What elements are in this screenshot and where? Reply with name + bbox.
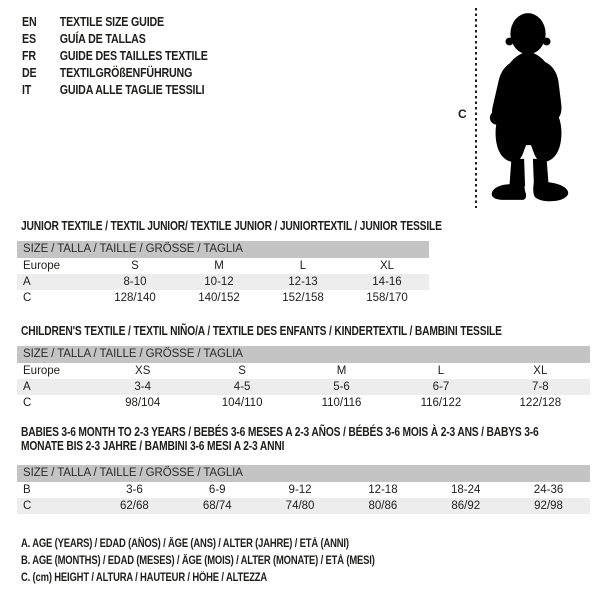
row-label: Europe xyxy=(23,365,61,377)
size-header-bar: SIZE / TALLA / TAILLE / GRÖSSE / TAGLIA xyxy=(17,241,429,258)
table-cell: 92/98 xyxy=(534,500,563,512)
dotted-measure-line xyxy=(475,8,477,208)
row-label: B xyxy=(23,484,31,496)
table-cell: 4-5 xyxy=(233,381,251,393)
size-header-bar: SIZE / TALLA / TAILLE / GRÖSSE / TAGLIA xyxy=(17,465,590,482)
row-label: A xyxy=(23,381,31,393)
language-title-list xyxy=(22,13,248,98)
footnote-age-months: B. AGE (MONTHS) / EDAD (MESES) / ÂGE (MOIS) / ALTER (MONATE) / ETÀ (MESI) xyxy=(21,555,375,567)
table-row xyxy=(17,290,429,306)
babies-table-title: BABIES 3-6 MONTH TO 2-3 YEARS / BEBÉS 3-6 MESES A 2-3 AÑOS / BÉBÉS 3-6 MOIS À 2-3 ANS / BABYS 3-6 MONATE BIS 2-3 JAHRE / BAMBINI 3-6 MESI A 2-3 ANNI xyxy=(21,425,539,453)
table-cell: 6-7 xyxy=(432,381,450,393)
footnotes xyxy=(21,536,452,587)
table-cell: 104/110 xyxy=(221,397,263,409)
table-cell: XS xyxy=(135,365,151,377)
table-row xyxy=(17,274,429,290)
footnote-height-cm: C. (cm) HEIGHT / ALTURA / HAUTEUR / HÖHE / ALTEZZA xyxy=(21,572,268,584)
row-label: C xyxy=(23,500,32,512)
table-cell: XL xyxy=(379,260,395,272)
toddler-silhouette-icon xyxy=(485,10,573,206)
children-size-table xyxy=(17,346,590,411)
table-cell: 10-12 xyxy=(204,276,234,288)
junior-size-table xyxy=(17,241,429,306)
table-cell: 110/116 xyxy=(321,397,362,409)
table-cell: 8-10 xyxy=(123,276,147,288)
row-label: C xyxy=(23,292,32,304)
table-cell: 116/122 xyxy=(420,397,462,409)
row-label: C xyxy=(23,397,32,409)
guide-title-it: GUIDA ALLE TAGLIE TESSILI xyxy=(59,82,205,97)
table-cell: 18-24 xyxy=(451,484,481,496)
language-code: DE xyxy=(22,65,37,80)
table-cell: S xyxy=(131,260,139,272)
language-row-es xyxy=(22,30,208,47)
table-row xyxy=(17,363,590,379)
height-measure-label: C xyxy=(458,107,467,121)
table-cell: 14-16 xyxy=(372,276,402,288)
table-cell: 80/86 xyxy=(368,500,398,512)
language-code: FR xyxy=(22,48,36,63)
row-label: A xyxy=(23,276,31,288)
table-cell: 12-18 xyxy=(368,484,398,496)
language-code: IT xyxy=(22,82,32,97)
table-cell: 74/80 xyxy=(285,500,315,512)
table-cell: L xyxy=(299,260,307,272)
table-cell: 122/128 xyxy=(519,397,562,409)
language-code: EN xyxy=(22,14,37,29)
table-cell: S xyxy=(238,365,246,377)
language-code: ES xyxy=(22,31,36,46)
table-row xyxy=(17,379,590,395)
table-row xyxy=(17,395,590,411)
language-row-de xyxy=(22,64,208,81)
junior-table-title: JUNIOR TEXTILE / TEXTIL JUNIOR/ TEXTILE JUNIOR / JUNIORTEXTIL / JUNIOR TESSILE xyxy=(21,219,442,233)
guide-title-en: TEXTILE SIZE GUIDE xyxy=(59,14,164,29)
table-cell: 12-13 xyxy=(288,276,318,288)
table-cell: 152/158 xyxy=(282,292,324,304)
height-measure-figure xyxy=(456,6,586,210)
table-row xyxy=(17,498,590,514)
babies-size-table xyxy=(17,465,590,514)
size-header-bar: SIZE / TALLA / TAILLE / GRÖSSE / TAGLIA xyxy=(17,346,590,363)
table-row xyxy=(17,482,590,498)
table-cell: 128/140 xyxy=(114,292,156,304)
language-row-it xyxy=(22,81,208,98)
table-cell: 62/68 xyxy=(120,500,149,512)
table-cell: 158/170 xyxy=(366,292,408,304)
table-cell: 3-4 xyxy=(134,381,152,393)
footnote-age-years: A. AGE (YEARS) / EDAD (AÑOS) / ÂGE (ANS) / ALTER (JAHRE) / ETÀ (ANNI) xyxy=(21,538,349,550)
table-cell: 86/92 xyxy=(451,500,481,512)
guide-title-de: TEXTILGRÖßENFÜHRUNG xyxy=(59,65,193,80)
guide-title-fr: GUIDE DES TAILLES TEXTILE xyxy=(59,48,208,63)
table-cell: 9-12 xyxy=(288,484,312,496)
table-row xyxy=(17,258,429,274)
table-cell: M xyxy=(336,365,347,377)
children-table-title: CHILDREN'S TEXTILE / TEXTIL NIÑO/A / TEXTILE DES ENFANTS / KINDERTEXTIL / BAMBINI TESSILE xyxy=(21,324,502,338)
row-label: Europe xyxy=(23,260,61,272)
language-row-en xyxy=(22,13,208,30)
table-cell: 24-36 xyxy=(533,484,564,496)
table-cell: XL xyxy=(533,365,548,377)
table-cell: 140/152 xyxy=(198,292,240,304)
table-cell: 6-9 xyxy=(208,484,226,496)
table-cell: 98/104 xyxy=(125,397,161,409)
table-cell: M xyxy=(214,260,224,272)
guide-title-es: GUÍA DE TALLAS xyxy=(59,31,146,46)
table-cell: L xyxy=(437,365,445,377)
table-cell: 5-6 xyxy=(333,381,350,393)
table-cell: 7-8 xyxy=(532,381,549,393)
language-row-fr xyxy=(22,47,208,64)
table-cell: 68/74 xyxy=(202,500,232,512)
table-cell: 3-6 xyxy=(126,484,143,496)
